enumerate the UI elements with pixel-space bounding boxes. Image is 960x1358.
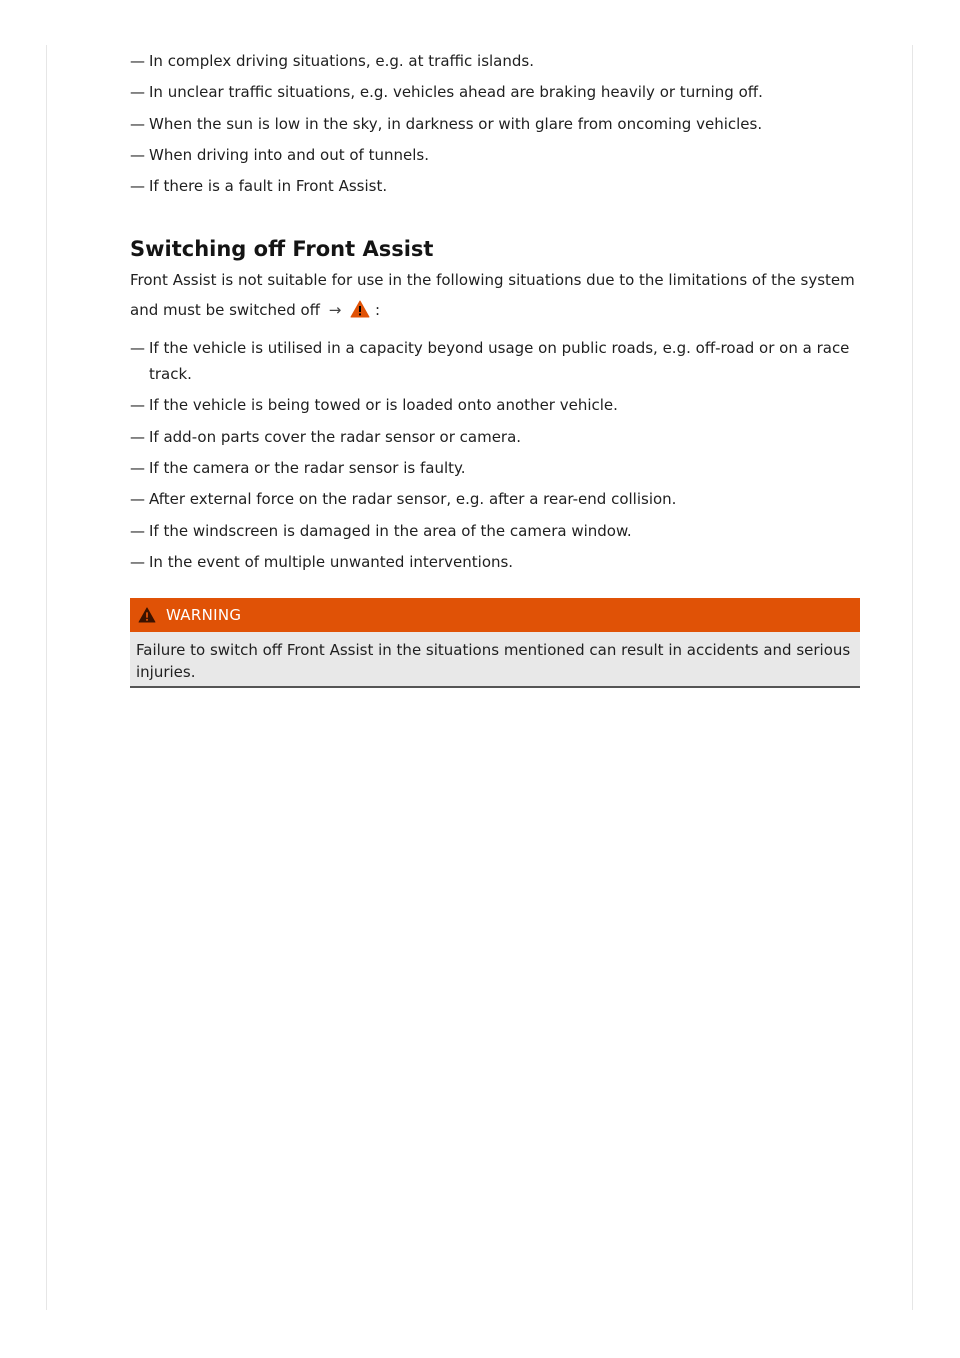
switch-off-list [130, 335, 860, 575]
list-item: — If the camera or the radar sensor is faulty. [130, 455, 860, 481]
warning-box [130, 598, 860, 688]
warning-triangle-icon [138, 607, 156, 623]
left-margin-rule [46, 45, 47, 1310]
list-item: — In unclear traffic situations, e.g. vehicles ahead are braking heavily or turning off. [130, 79, 860, 105]
list-item: — When the sun is low in the sky, in darkness or with glare from oncoming vehicles. [130, 111, 860, 137]
warning-triangle-icon[interactable] [350, 298, 370, 328]
intro-tail: : [374, 301, 380, 320]
list-item: — If add-on parts cover the radar sensor or camera. [130, 424, 860, 450]
section-heading: Switching off Front Assist [130, 237, 434, 262]
warning-label: WARNING [166, 605, 242, 624]
limitations-list [130, 48, 860, 199]
list-item: — In the event of multiple unwanted interventions. [130, 549, 860, 575]
warning-text: Failure to switch off Front Assist in the situations mentioned can result in accidents and serious injuries. [130, 632, 860, 688]
list-item: — If the vehicle is utilised in a capacity beyond usage on public roads, e.g. off-road or on a race track. [130, 335, 860, 387]
list-item: — In complex driving situations, e.g. at traffic islands. [130, 48, 860, 74]
intro-text: Front Assist is not suitable for use in the following situations due to the limitations of the system and must be switched off [130, 271, 855, 320]
list-item: — If the vehicle is being towed or is loaded onto another vehicle. [130, 392, 860, 418]
warning-header [130, 598, 860, 632]
right-margin-rule [912, 45, 913, 1310]
list-item: — If the windscreen is damaged in the area of the camera window. [130, 518, 860, 544]
list-item: — If there is a fault in Front Assist. [130, 173, 860, 199]
page-content [130, 48, 860, 688]
section-intro [130, 265, 860, 328]
list-item: — After external force on the radar sensor, e.g. after a rear-end collision. [130, 486, 860, 512]
arrow-right-icon[interactable]: → [328, 301, 342, 320]
list-item: — When driving into and out of tunnels. [130, 142, 860, 168]
